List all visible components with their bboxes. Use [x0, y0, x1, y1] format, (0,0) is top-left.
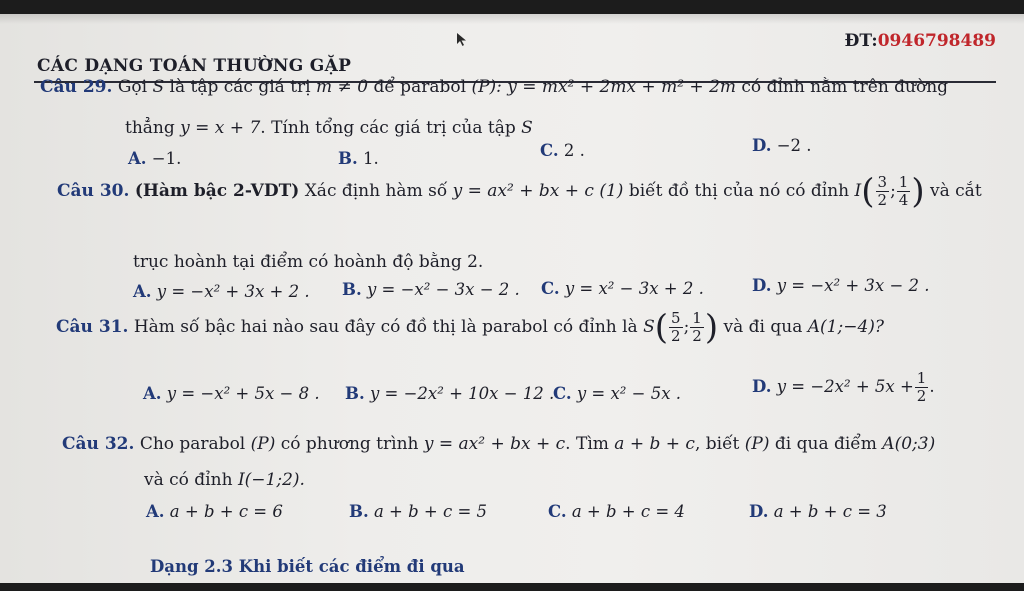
q29-set-s2: S: [521, 118, 533, 138]
q30-equation: y = ax² + bx + c (1): [452, 181, 624, 201]
q31-number: Câu 31.: [56, 317, 129, 337]
section-heading: Dạng 2.3 Khi biết các điểm đi qua: [150, 557, 465, 576]
q30-tag: (Hàm bậc 2-VDT): [134, 181, 300, 201]
q29-line2: [125, 118, 533, 138]
q30-open-paren: (: [861, 171, 875, 212]
q30-option-c: C. y = x² − 3x + 2 .: [541, 279, 704, 298]
page-shadow: [0, 14, 1024, 24]
q31-open-paren: (: [654, 307, 669, 348]
q29-option-d: D. −2 .: [752, 136, 812, 155]
q29-text-d: có đỉnh nằm trên đường: [741, 77, 949, 97]
q32-line1: [62, 434, 935, 454]
q32-option-a: A. a + b + c = 6: [146, 502, 283, 521]
q31-vertex-x: $\frac{5}{2}$: [671, 309, 681, 345]
q31-line1: Câu 31. Hàm số bậc hai nào sau đây có đồ thị là parabol có đỉnh là S( $\frac{5}{2}$ ; $\frac{1}{2}$ ) và đi qua A(1;−4)?: [56, 307, 885, 348]
q29-text-c: để parabol: [373, 77, 467, 97]
q30-vertex-y: $\frac{1}{4}$: [898, 173, 909, 209]
q30-line1: Câu 30. (Hàm bậc 2-VDT) Xác định hàm số y = ax² + bx + c (1) biết đồ thị của nó có đỉnh I( $\frac{3}{2}$ ; $\frac{1}{4}$ ) và cắt: [57, 171, 982, 212]
q32-text-f: và có đỉnh: [144, 470, 233, 490]
q32-text-c: . Tìm: [565, 434, 609, 454]
q29-set-s: S: [152, 77, 165, 97]
q32-parabol-p: (P): [250, 434, 276, 454]
q32-point: A(0;3): [882, 434, 936, 454]
q32-vertex: I(−1;2).: [237, 470, 305, 490]
q30-option-b: B. y = −x² − 3x − 2 .: [342, 280, 520, 299]
q29-condition: m ≠ 0: [316, 77, 369, 97]
q30-option-a: A. y = −x² + 3x + 2 .: [133, 282, 310, 301]
q30-option-d: D. y = −x² + 3x − 2 .: [752, 276, 930, 295]
q29-text-f: . Tính tổng các giá trị của tập: [260, 118, 516, 138]
header-title: CÁC DẠNG TOÁN THƯỜNG GẶP: [37, 56, 352, 76]
q29-line1: [40, 77, 948, 97]
q32-option-c: C. a + b + c = 4: [548, 502, 685, 521]
document-page: [0, 14, 1024, 583]
q29-number: Câu 29.: [40, 77, 113, 97]
q31-option-b: B. y = −2x² + 10x − 12 .: [345, 384, 555, 403]
q29-option-b: B. 1.: [338, 149, 379, 168]
q29-equation: : y = mx² + 2mx + m² + 2m: [496, 77, 736, 97]
q29-text-e: thẳng: [125, 118, 175, 138]
q32-parabol-p2: (P): [744, 434, 770, 454]
q31-text-b: và đi qua: [723, 317, 803, 337]
q29-text-a: Gọi: [117, 77, 148, 97]
q31-vertex-y: $\frac{1}{2}$: [692, 309, 702, 345]
q30-vertex-name: I: [854, 181, 862, 201]
q30-close-paren: ): [911, 171, 925, 212]
header-phone: [845, 31, 996, 51]
q30-number: Câu 30.: [57, 181, 130, 201]
q31-point: A(1;−4)?: [807, 317, 885, 337]
q31-option-d: D. y = −2x² + 5x + $\frac{1}{2}$ .: [752, 369, 935, 405]
q29-line-equation: y = x + 7: [180, 118, 261, 138]
q31-option-a: A. y = −x² + 5x − 8 .: [143, 384, 320, 403]
q31-option-c: C. y = x² − 5x .: [553, 384, 682, 403]
q30-vertex-x: $\frac{3}{2}$: [877, 173, 888, 209]
q32-option-b: B. a + b + c = 5: [349, 502, 488, 521]
mouse-cursor-icon: [456, 32, 468, 48]
q30-text-a: Xác định hàm số: [304, 181, 448, 201]
q29-parabol-p: (P): [471, 77, 497, 97]
q30-line2: trục hoành tại điểm có hoành độ bằng 2.: [133, 252, 484, 272]
q31-vertex-name: S: [643, 317, 655, 337]
q29-option-c: C. 2 .: [540, 141, 585, 160]
q32-text-b: có phương trình: [280, 434, 419, 454]
q32-text-a: Cho parabol: [139, 434, 246, 454]
q32-equation: y = ax² + bx + c: [423, 434, 566, 454]
q29-option-a: A. −1.: [128, 149, 182, 168]
q32-text-d: , biết: [694, 434, 740, 454]
q32-sum: a + b + c: [614, 434, 695, 454]
phone-number: 0946798489: [877, 31, 996, 51]
q31-text-a: Hàm số bậc hai nào sau đây có đồ thị là parabol có đỉnh là: [133, 317, 638, 337]
q32-text-e: đi qua điểm: [774, 434, 877, 454]
q30-text-c: và cắt: [930, 181, 982, 201]
q32-option-d: D. a + b + c = 3: [749, 502, 887, 521]
phone-prefix: ĐT:: [844, 31, 878, 51]
q32-number: Câu 32.: [62, 434, 135, 454]
q32-line2: [144, 470, 305, 490]
q31-close-paren: ): [704, 307, 719, 348]
q30-text-b: biết đồ thị của nó có đỉnh: [628, 181, 850, 201]
q29-text-b: là tập các giá trị: [169, 77, 311, 97]
q31-option-d-fraction: $\frac{1}{2}$: [916, 369, 927, 405]
